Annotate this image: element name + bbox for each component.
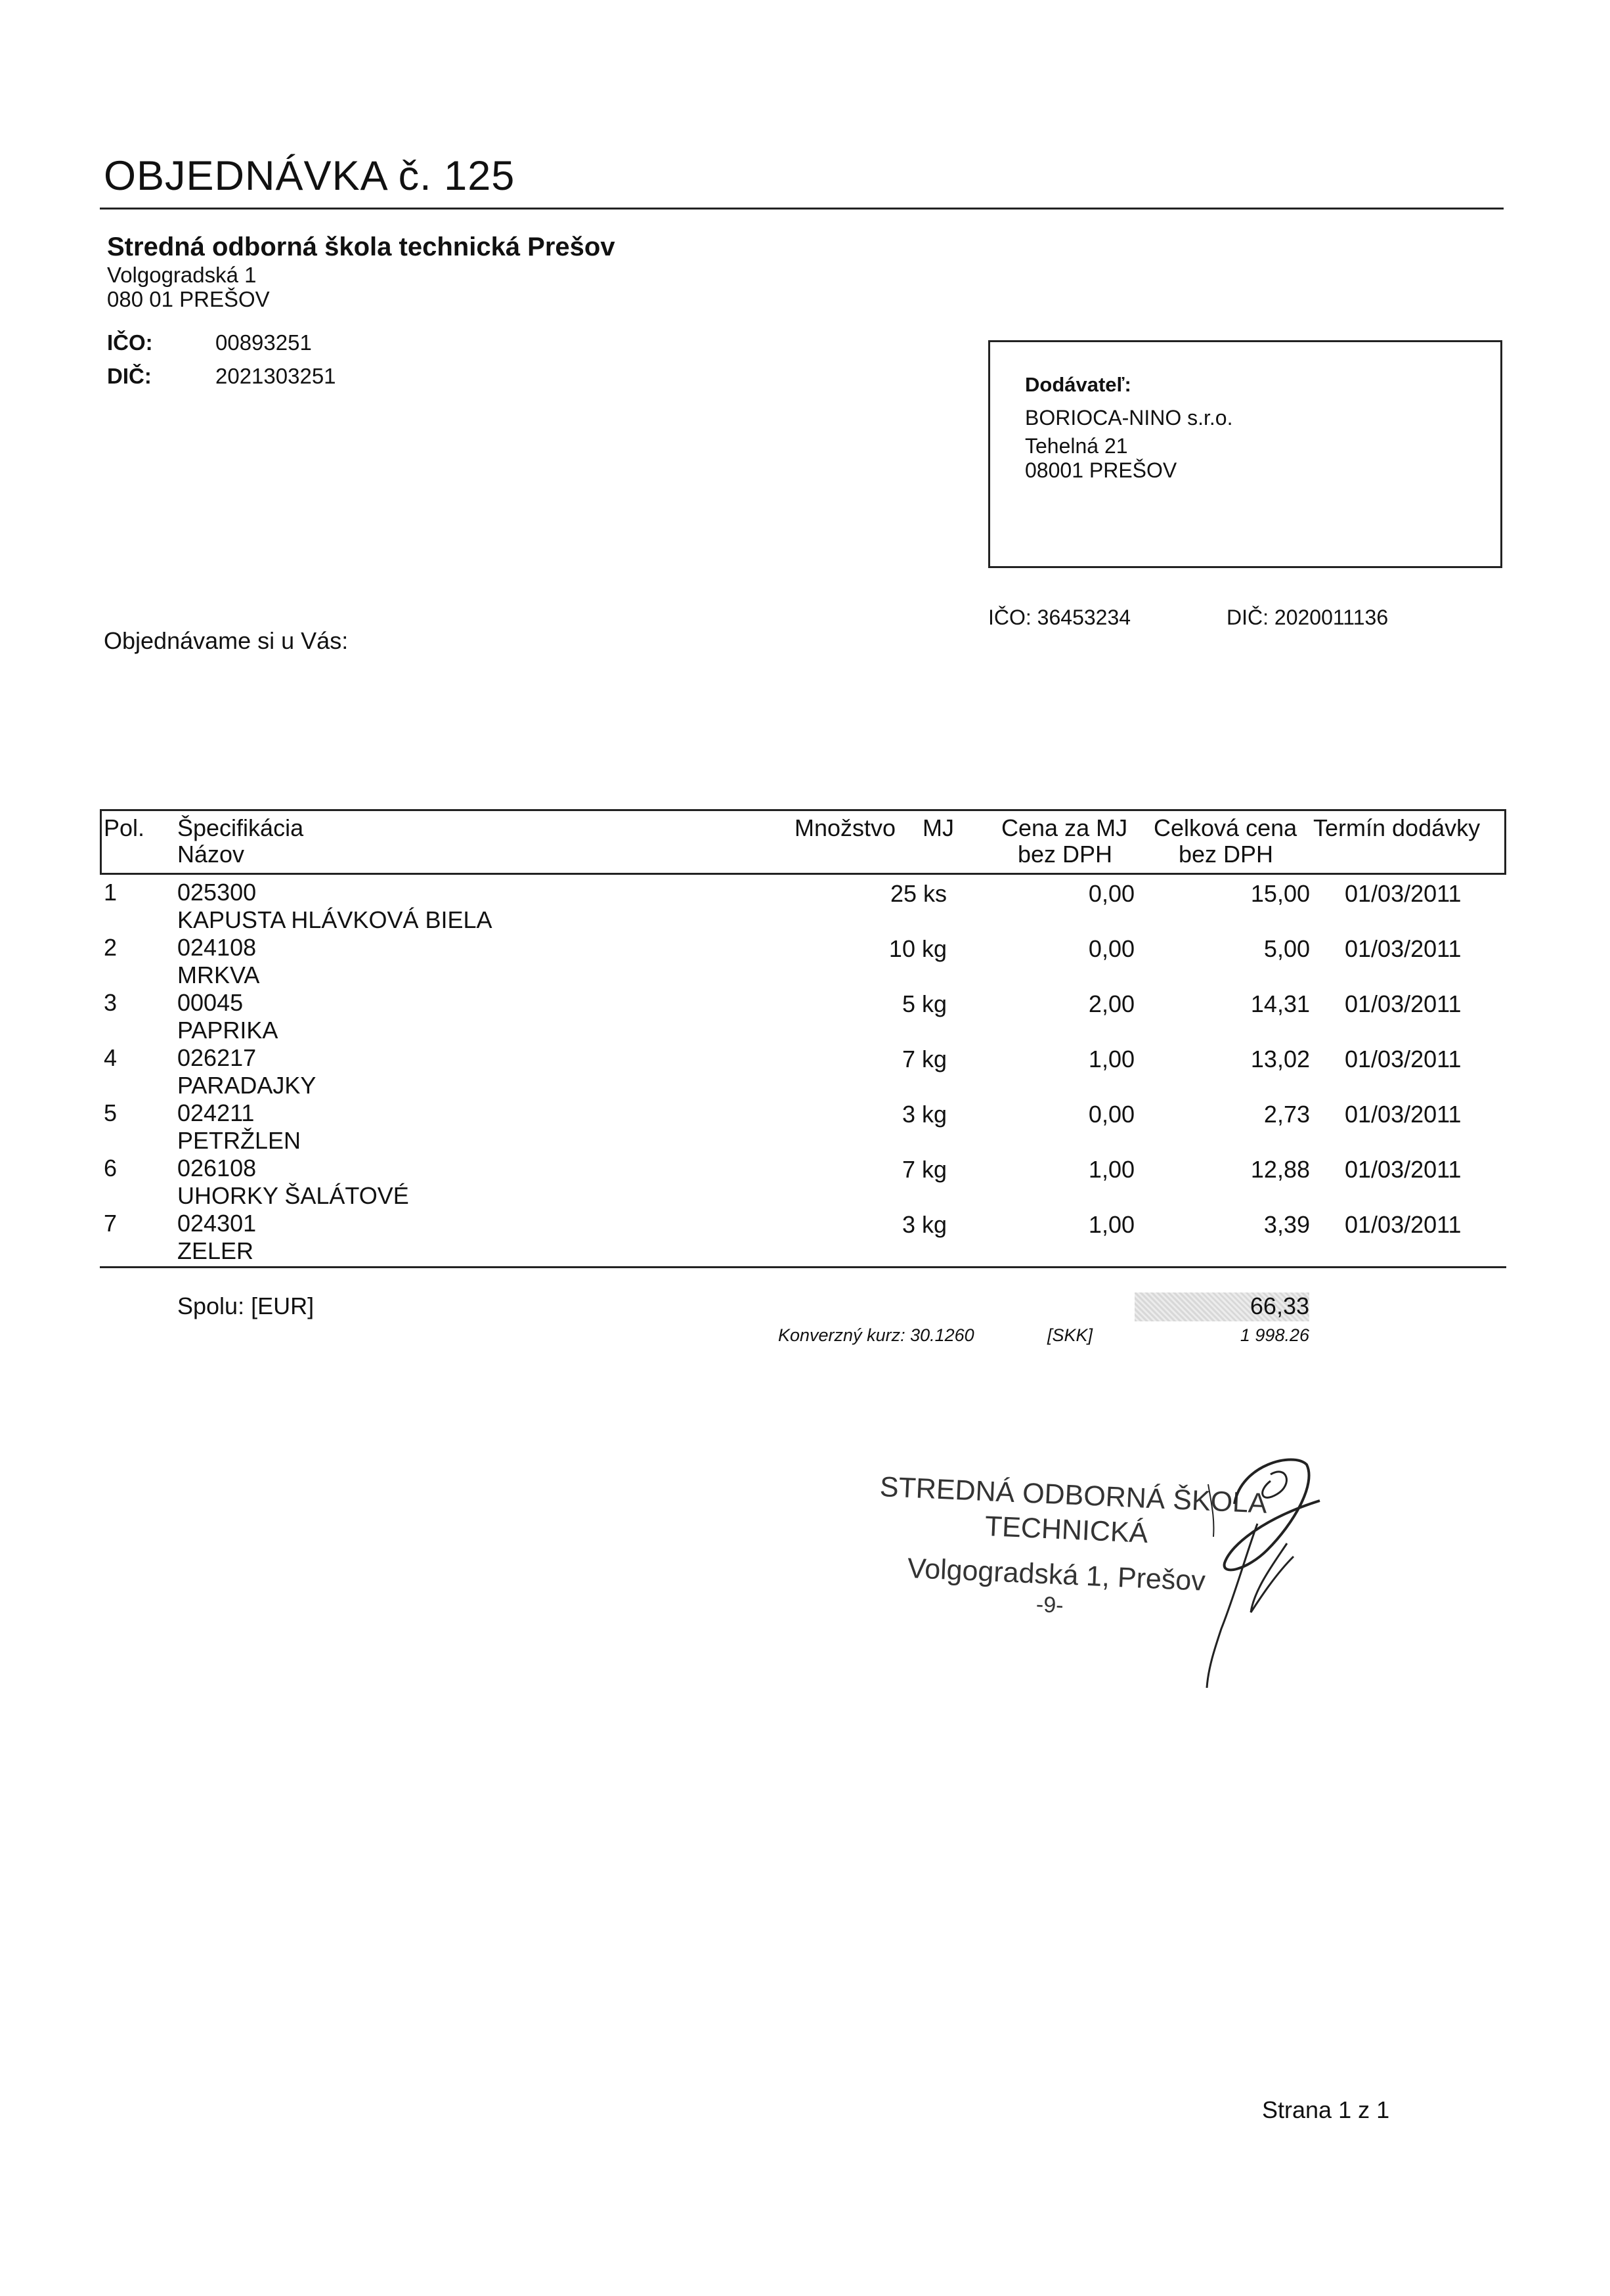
header-spec: Špecifikácia — [177, 814, 304, 841]
row-total: 2,73 — [1263, 1101, 1310, 1128]
buyer-city: 080 01 PREŠOV — [107, 287, 270, 311]
row-qty: 25 ks — [890, 880, 947, 907]
header-celkova: Celková cena — [1154, 814, 1297, 841]
stamp-line-3: Volgogradská 1, Prešov — [906, 1553, 1206, 1597]
row-pol: 2 — [104, 934, 118, 961]
row-date: 01/03/2011 — [1345, 1101, 1462, 1128]
row-code: 024301 — [177, 1210, 257, 1237]
row-unit-price: 1,00 — [1088, 1046, 1135, 1072]
row-pol: 7 — [104, 1210, 118, 1237]
row-total: 5,00 — [1263, 935, 1310, 962]
supplier-label: Dodávateľ: — [1025, 373, 1131, 396]
row-name: KAPUSTA HLÁVKOVÁ BIELA — [177, 906, 492, 933]
row-date: 01/03/2011 — [1345, 1046, 1462, 1072]
stamp-line-1: STREDNÁ ODBORNÁ ŠKOLA — [879, 1471, 1268, 1520]
row-date: 01/03/2011 — [1345, 990, 1462, 1017]
header-mnozstvo: Množstvo — [794, 814, 896, 841]
header-mj: MJ — [923, 814, 954, 841]
supplier-name: BORIOCA-NINO s.r.o. — [1025, 406, 1233, 430]
header-nazov: Názov — [177, 841, 245, 868]
skk-value: 1 998.26 — [1240, 1325, 1309, 1345]
buyer-dic-label: DIČ: — [107, 364, 152, 388]
row-qty: 7 kg — [902, 1156, 947, 1183]
row-pol: 6 — [104, 1155, 118, 1181]
row-total: 12,88 — [1250, 1156, 1310, 1183]
row-name: PARADAJKY — [177, 1072, 316, 1099]
row-name: PETRŽLEN — [177, 1127, 301, 1154]
row-name: UHORKY ŠALÁTOVÉ — [177, 1182, 409, 1209]
row-pol: 4 — [104, 1044, 118, 1071]
supplier-dic: DIČ: 2020011136 — [1227, 606, 1389, 629]
table-bottom-divider — [100, 1266, 1506, 1268]
row-unit-price: 0,00 — [1088, 1101, 1135, 1128]
title-divider — [100, 208, 1504, 210]
header-cena-mj: Cena za MJ — [1001, 814, 1128, 841]
row-qty: 5 kg — [902, 990, 947, 1017]
row-code: 026217 — [177, 1044, 257, 1071]
row-unit-price: 0,00 — [1088, 935, 1135, 962]
header-celkova-sub: bez DPH — [1179, 841, 1274, 868]
row-code: 024211 — [177, 1099, 255, 1126]
row-total: 14,31 — [1250, 990, 1310, 1017]
row-total: 3,39 — [1263, 1211, 1310, 1238]
buyer-ico-label: IČO: — [107, 330, 153, 355]
buyer-ico-value: 00893251 — [215, 330, 312, 355]
supplier-city: 08001 PREŠOV — [1025, 458, 1177, 482]
row-name: MRKVA — [177, 961, 260, 988]
supplier-street: Tehelná 21 — [1025, 434, 1128, 458]
header-termin: Termín dodávky — [1313, 814, 1481, 841]
row-code: 026108 — [177, 1155, 257, 1181]
row-unit-price: 2,00 — [1088, 990, 1135, 1017]
row-qty: 3 kg — [902, 1211, 947, 1238]
row-pol: 1 — [104, 879, 118, 906]
row-date: 01/03/2011 — [1345, 880, 1462, 907]
row-total: 13,02 — [1250, 1046, 1310, 1072]
header-cena-mj-sub: bez DPH — [1018, 841, 1113, 868]
document-title: OBJEDNÁVKA č. 125 — [104, 153, 515, 199]
stamp-line-4: -9- — [1035, 1592, 1064, 1618]
row-qty: 3 kg — [902, 1101, 947, 1128]
header-pol: Pol. — [104, 814, 145, 841]
row-code: 00045 — [177, 989, 244, 1016]
row-code: 024108 — [177, 934, 257, 961]
row-name: PAPRIKA — [177, 1017, 278, 1044]
page-number: Strana 1 z 1 — [1262, 2096, 1390, 2123]
row-date: 01/03/2011 — [1345, 1211, 1462, 1238]
row-unit-price: 1,00 — [1088, 1156, 1135, 1183]
order-intro: Objednávame si u Vás: — [104, 627, 349, 654]
stamp-line-2: TECHNICKÁ — [984, 1511, 1149, 1549]
row-date: 01/03/2011 — [1345, 935, 1462, 962]
row-pol: 5 — [104, 1099, 118, 1126]
total-label: Spolu: [EUR] — [177, 1292, 315, 1319]
row-name: ZELER — [177, 1237, 254, 1264]
skk-label: [SKK] — [1047, 1325, 1093, 1345]
supplier-ico: IČO: 36453234 — [988, 606, 1131, 629]
buyer-dic-value: 2021303251 — [215, 364, 336, 388]
row-qty: 7 kg — [902, 1046, 947, 1072]
buyer-name: Stredná odborná škola technická Prešov — [107, 232, 615, 261]
row-code: 025300 — [177, 879, 257, 906]
school-stamp — [879, 1471, 1268, 1629]
total-value: 66,33 — [1250, 1292, 1309, 1319]
row-unit-price: 0,00 — [1088, 880, 1135, 907]
row-date: 01/03/2011 — [1345, 1156, 1462, 1183]
buyer-street: Volgogradská 1 — [107, 263, 257, 287]
row-qty: 10 kg — [888, 935, 947, 962]
signature — [1195, 1445, 1339, 1688]
row-unit-price: 1,00 — [1088, 1211, 1135, 1238]
row-total: 15,00 — [1250, 880, 1310, 907]
conversion-rate: Konverzný kurz: 30.1260 — [778, 1325, 974, 1345]
row-pol: 3 — [104, 989, 118, 1016]
